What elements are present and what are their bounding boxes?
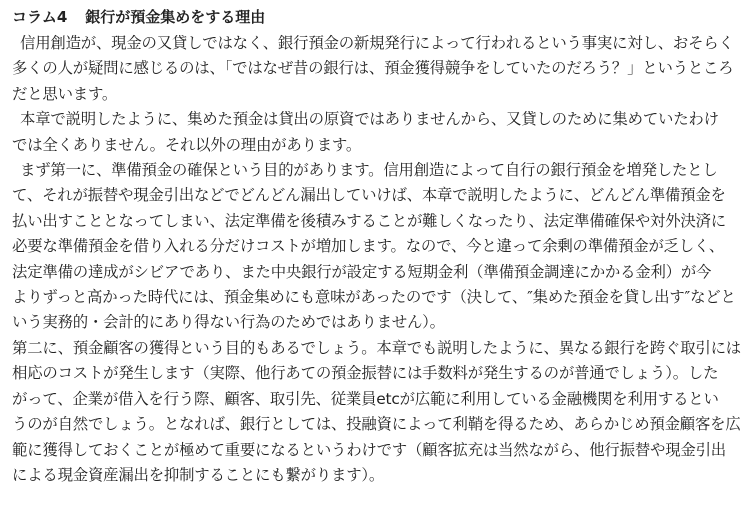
paragraph-customer-acquisition xyxy=(12,336,743,488)
text-line: 範に獲得しておくことが極めて重要になるというわけです（顧客拡充は当然ながら、他行振替や現金引出 xyxy=(12,440,726,459)
text-line: いう実務的・会計的にあり得ない行為のためではありません）。 xyxy=(12,313,445,332)
text-line: よりずっと高かった時代には、預金集めにも意味があったのです（決して、″集めた預金を貸し出す″などと xyxy=(12,288,736,307)
text-line: 払い出すこととなってしまい、法定準備を後積みすることが難しくなったり、法定準備確保や対外決済に xyxy=(12,211,726,230)
text-line: 信用創造が、現金の又貸しではなく、銀行預金の新規発行によって行われるという事実に対し、おそらく xyxy=(20,34,734,52)
text-line: 相応のコストが発生します（実際、他行あての預金振替には手数料が発生するのが普通でしょう）。した xyxy=(12,364,719,383)
paragraph-reserve-deposits xyxy=(12,158,743,336)
paragraph-intro xyxy=(12,31,743,107)
text-line: うのが自然でしょう。となれば、銀行としては、投融資によって利鞘を得るため、あらかじめ預金顧客を広 xyxy=(12,415,741,434)
column-title: 銀行が預金集めをする理由 xyxy=(85,8,266,26)
text-line: による現金資産漏出を抑制することにも繋がります）。 xyxy=(12,465,385,484)
text-line: 多くの人が疑問に感じるのは、「ではなぜ昔の銀行は、預金獲得競争をしていたのだろう？」というところ xyxy=(12,59,734,78)
text-line: だと思います。 xyxy=(12,84,118,103)
column-heading xyxy=(12,5,743,30)
text-line: まず第一に、準備預金の確保という目的があります。信用創造によって自行の銀行預金を増発したとし xyxy=(20,161,718,180)
text-line: 必要な準備預金を借り入れる分だけコストが増加します。なので、今と違って余剰の準備預金が乏しく、 xyxy=(12,237,725,256)
text-line: 第二に、預金顧客の獲得という目的もあるでしょう。本章でも説明したように、異なる銀行を跨ぐ取引には xyxy=(12,338,741,357)
text-line: がって、企業が借入を行う際、顧客、取引先、従業員etcが広範に利用している金融機関を利用するとい xyxy=(12,389,719,408)
text-line: て、それが振替や現金引出などでどんどん漏出していけば、本章で説明したように、どんどん準備預金を xyxy=(12,186,726,205)
paragraph-not-for-lending xyxy=(12,107,743,158)
column-label: コラム4 xyxy=(12,8,68,26)
text-line: 本章で説明したように、集めた預金は貸出の原資ではありませんから、又貸しのために集めていたわけ xyxy=(20,110,719,129)
text-line: では全くありません。それ以外の理由があります。 xyxy=(12,135,362,154)
text-line: 法定準備の達成がシビアであり、また中央銀行が設定する短期金利（準備預金調達にかかる金利）が今 xyxy=(12,262,712,281)
